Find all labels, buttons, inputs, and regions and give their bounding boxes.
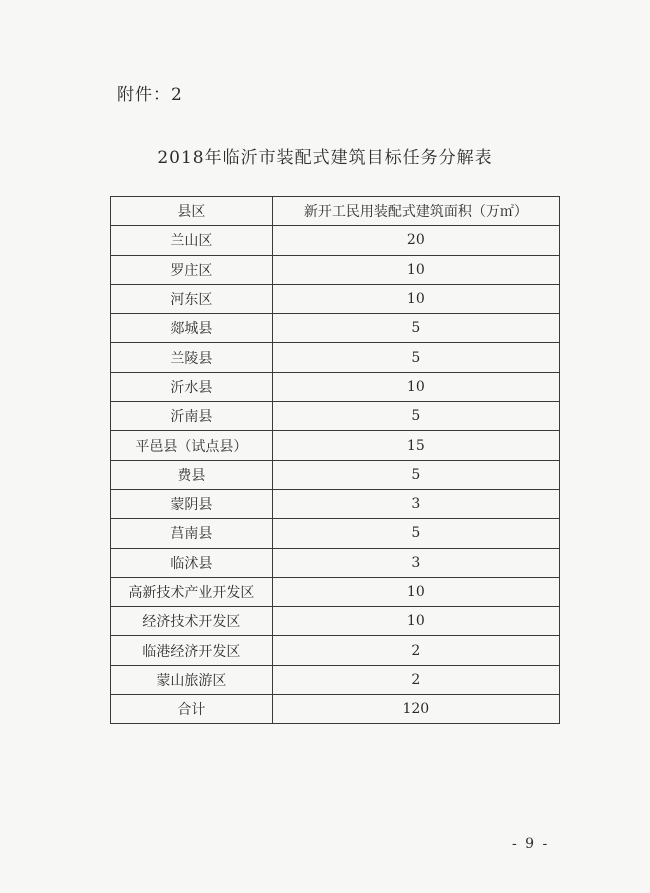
task-allocation-table (110, 196, 560, 724)
county-cell: 经济技术开发区 (111, 607, 273, 636)
table-title: 2018年临沂市装配式建筑目标任务分解表 (157, 148, 493, 168)
header-area: 新开工民用装配式建筑面积（万㎡） (272, 197, 559, 226)
county-cell: 郯城县 (111, 314, 273, 343)
table-row (111, 636, 560, 665)
county-cell: 罗庄区 (111, 255, 273, 284)
area-cell: 120 (272, 695, 559, 724)
table-row (111, 695, 560, 724)
county-cell: 兰陵县 (111, 343, 273, 372)
area-cell: 10 (272, 577, 559, 606)
area-cell: 10 (272, 607, 559, 636)
county-cell: 临沭县 (111, 548, 273, 577)
attachment-label: 附件：2 (117, 85, 183, 105)
county-cell: 蒙阴县 (111, 489, 273, 518)
area-cell: 3 (272, 548, 559, 577)
table-row (111, 548, 560, 577)
area-cell: 2 (272, 665, 559, 694)
county-cell: 河东区 (111, 284, 273, 313)
area-cell: 10 (272, 284, 559, 313)
county-cell: 沂水县 (111, 372, 273, 401)
area-cell: 5 (272, 519, 559, 548)
area-cell: 2 (272, 636, 559, 665)
area-cell: 20 (272, 226, 559, 255)
area-cell: 10 (272, 372, 559, 401)
area-cell: 5 (272, 343, 559, 372)
page-number: - 9 - (512, 836, 550, 852)
table-row (111, 226, 560, 255)
county-cell: 高新技术产业开发区 (111, 577, 273, 606)
table-row (111, 577, 560, 606)
table-row (111, 665, 560, 694)
county-cell: 平邑县（试点县） (111, 431, 273, 460)
table-row (111, 255, 560, 284)
table-row (111, 402, 560, 431)
county-cell: 蒙山旅游区 (111, 665, 273, 694)
county-cell: 费县 (111, 460, 273, 489)
area-cell: 15 (272, 431, 559, 460)
table-row (111, 284, 560, 313)
county-cell: 合计 (111, 695, 273, 724)
table-row (111, 460, 560, 489)
county-cell: 临港经济开发区 (111, 636, 273, 665)
table-row (111, 431, 560, 460)
area-cell: 5 (272, 460, 559, 489)
area-cell: 10 (272, 255, 559, 284)
area-cell: 5 (272, 402, 559, 431)
header-county: 县区 (111, 197, 273, 226)
table-row (111, 343, 560, 372)
county-cell: 莒南县 (111, 519, 273, 548)
county-cell: 兰山区 (111, 226, 273, 255)
table-row (111, 372, 560, 401)
area-cell: 5 (272, 314, 559, 343)
county-cell: 沂南县 (111, 402, 273, 431)
table-row (111, 489, 560, 518)
table-row (111, 519, 560, 548)
area-cell: 3 (272, 489, 559, 518)
table-row (111, 314, 560, 343)
table-header-row (111, 197, 560, 226)
table-row (111, 607, 560, 636)
